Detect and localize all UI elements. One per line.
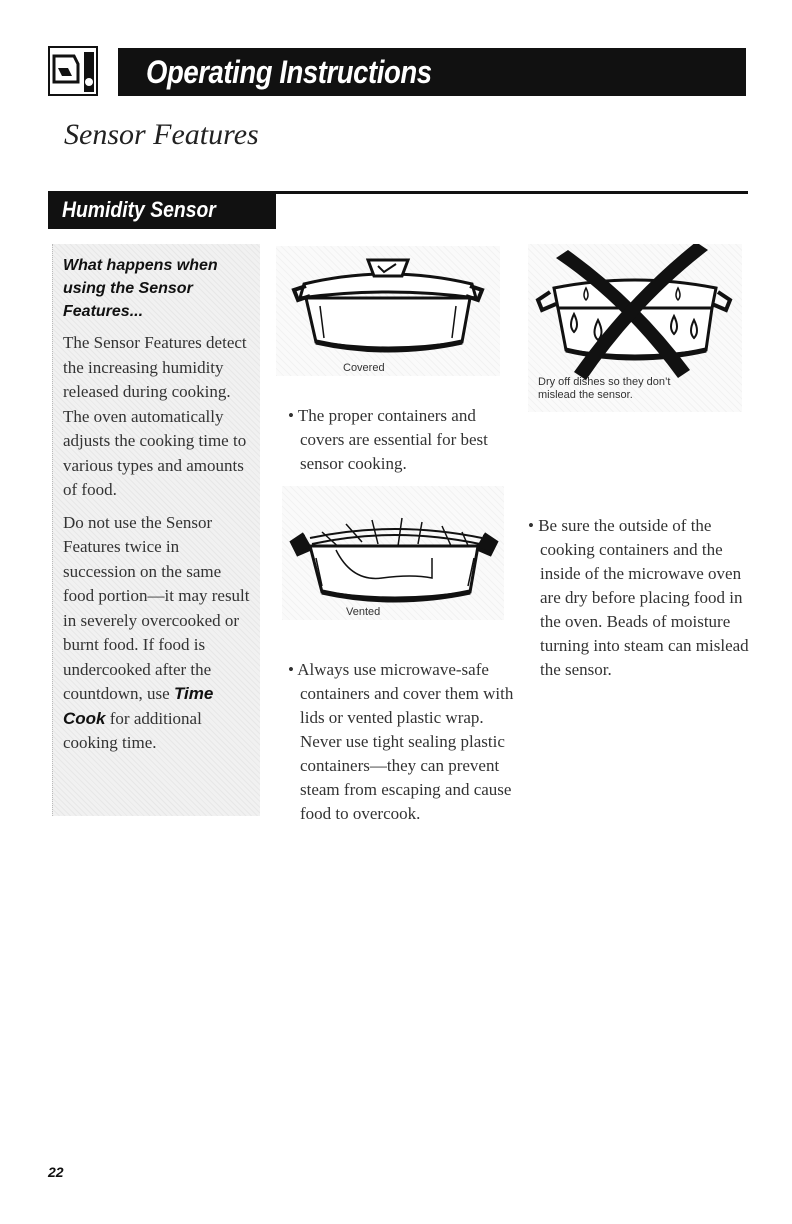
info-sidebar bbox=[52, 244, 260, 816]
bullet-microwave-safe: • Always use microwave-safe containers and cover them with lids or vented plastic wrap. Never use tight sealing plastic containers—they can prevent steam from escaping and cause food to overcook. bbox=[288, 660, 514, 823]
time-cook-label: Time Cook bbox=[63, 684, 214, 728]
dry-dish-illustration bbox=[528, 244, 742, 412]
microwave-tab-icon bbox=[48, 46, 98, 96]
vented-dish-illustration bbox=[282, 486, 504, 620]
covered-dish-illustration bbox=[276, 246, 500, 376]
covered-caption: Covered bbox=[343, 362, 385, 374]
page-header-title: Operating Instructions bbox=[146, 54, 432, 90]
sidebar-paragraph-2 bbox=[63, 511, 252, 756]
sidebar-heading: What happens when using the Sensor Features... bbox=[63, 257, 218, 320]
bullet-containers: • The proper containers and covers are essential for best sensor cooking. bbox=[288, 406, 488, 473]
vented-dish-icon bbox=[282, 486, 504, 620]
sidebar-paragraph-2-start: Do not use the Sensor Features twice in succession on the same food portion—it may result in severely overcooked or burnt food. If food is undercooked after the countdown, use bbox=[63, 512, 250, 703]
covered-dish-icon bbox=[276, 246, 500, 376]
subhead-bar bbox=[48, 191, 276, 229]
section-title: Sensor Features bbox=[64, 118, 259, 151]
sidebar-paragraph-2-end: for additional cooking time. bbox=[63, 708, 202, 752]
subhead-title: Humidity Sensor bbox=[62, 197, 216, 222]
page-number: 22 bbox=[48, 1164, 64, 1180]
header-bar bbox=[118, 48, 746, 96]
sidebar-paragraph-1: The Sensor Features detect the increasing humidity released during cooking. The oven automatically adjusts the cooking time to various types and amounts of food. bbox=[63, 333, 247, 499]
bullet-dry-containers: • Be sure the outside of the cooking containers and the inside of the microwave oven are dry before placing food in the oven. Beads of moisture turning into steam can mislead the sensor. bbox=[528, 516, 749, 679]
vented-caption: Vented bbox=[346, 606, 381, 618]
dry-caption: Dry off dishes so they don’t mislead the sensor. bbox=[538, 376, 671, 401]
